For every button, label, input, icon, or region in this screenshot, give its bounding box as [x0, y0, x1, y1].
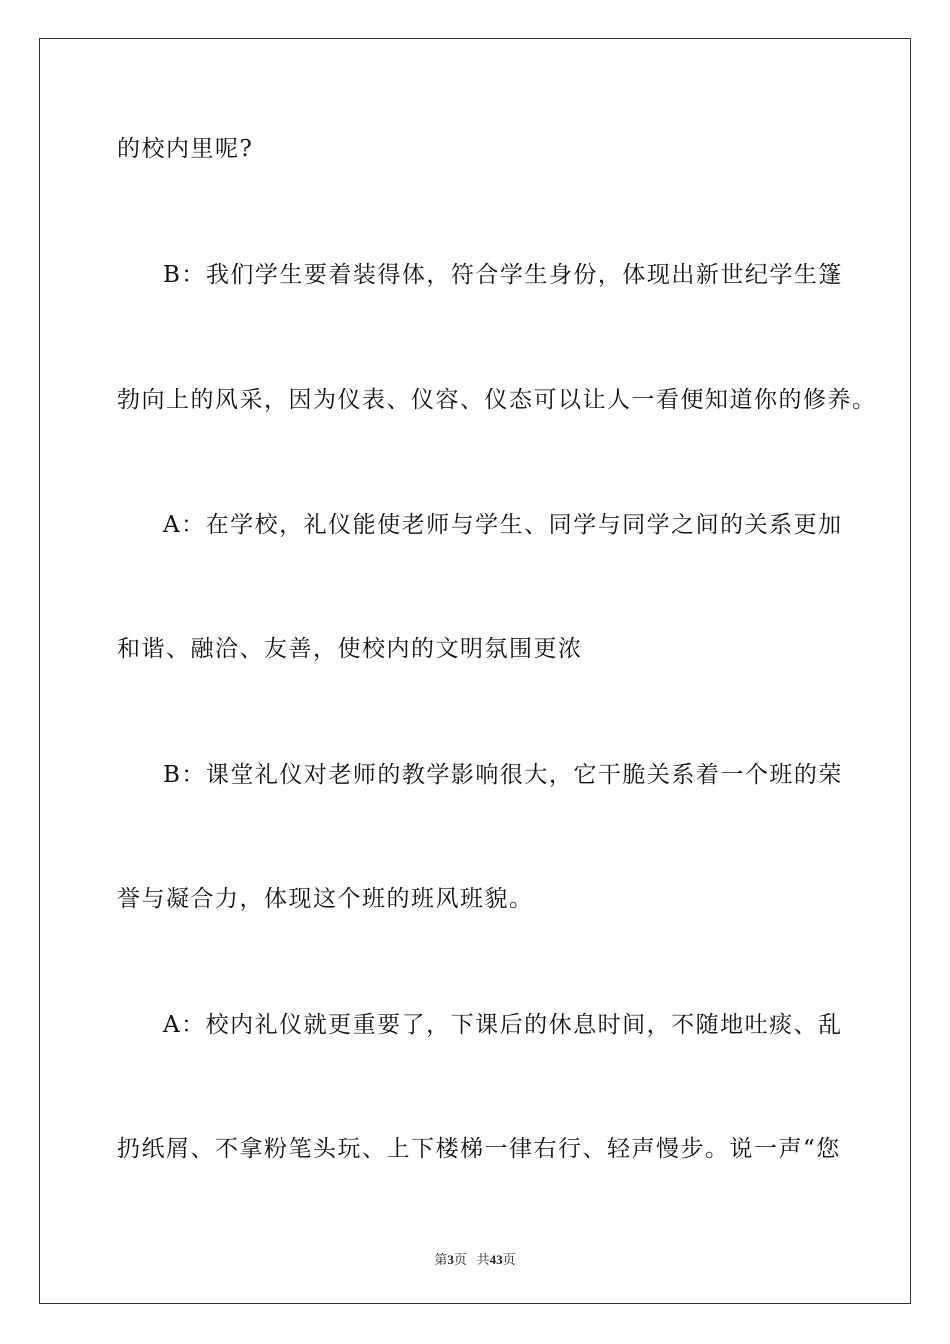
text-line-6: B：课堂礼仪对老师的教学影响很大，它干脆关系着一个班的荣: [163, 762, 843, 788]
text-line-7: 誉与凝合力，体现这个班的班风班貌。: [117, 886, 534, 912]
footer-page-prefix: 第: [434, 1252, 448, 1267]
text-line-2: B：我们学生要着装得体，符合学生身份，体现出新世纪学生篷: [163, 262, 843, 288]
text-line-8: A：校内礼仪就更重要了，下课后的休息时间，不随地吐痰、乱: [163, 1012, 843, 1038]
text-line-9: 扔纸屑、不拿粉笔头玩、上下楼梯一律右行、轻声慢步。说一声“您: [117, 1136, 841, 1162]
page-footer: [0, 1249, 950, 1268]
footer-page-number: 3: [447, 1252, 454, 1267]
footer-page-suffix: 页: [453, 1252, 467, 1267]
text-line-3: 勃向上的风采，因为仪表、仪容、仪态可以让人一看便知道你的修养。: [117, 387, 877, 413]
text-line-4: A：在学校，礼仪能使老师与学生、同学与同学之间的关系更加: [163, 512, 843, 538]
footer-total-suffix: 页: [502, 1252, 516, 1267]
page-border: [39, 38, 911, 1304]
footer-total-pages: 43: [489, 1252, 503, 1267]
text-line-5: 和谐、融洽、友善，使校内的文明氛围更浓: [117, 636, 583, 662]
text-line-1: 的校内里呢?: [117, 136, 254, 162]
footer-total-prefix: 共: [476, 1252, 490, 1267]
